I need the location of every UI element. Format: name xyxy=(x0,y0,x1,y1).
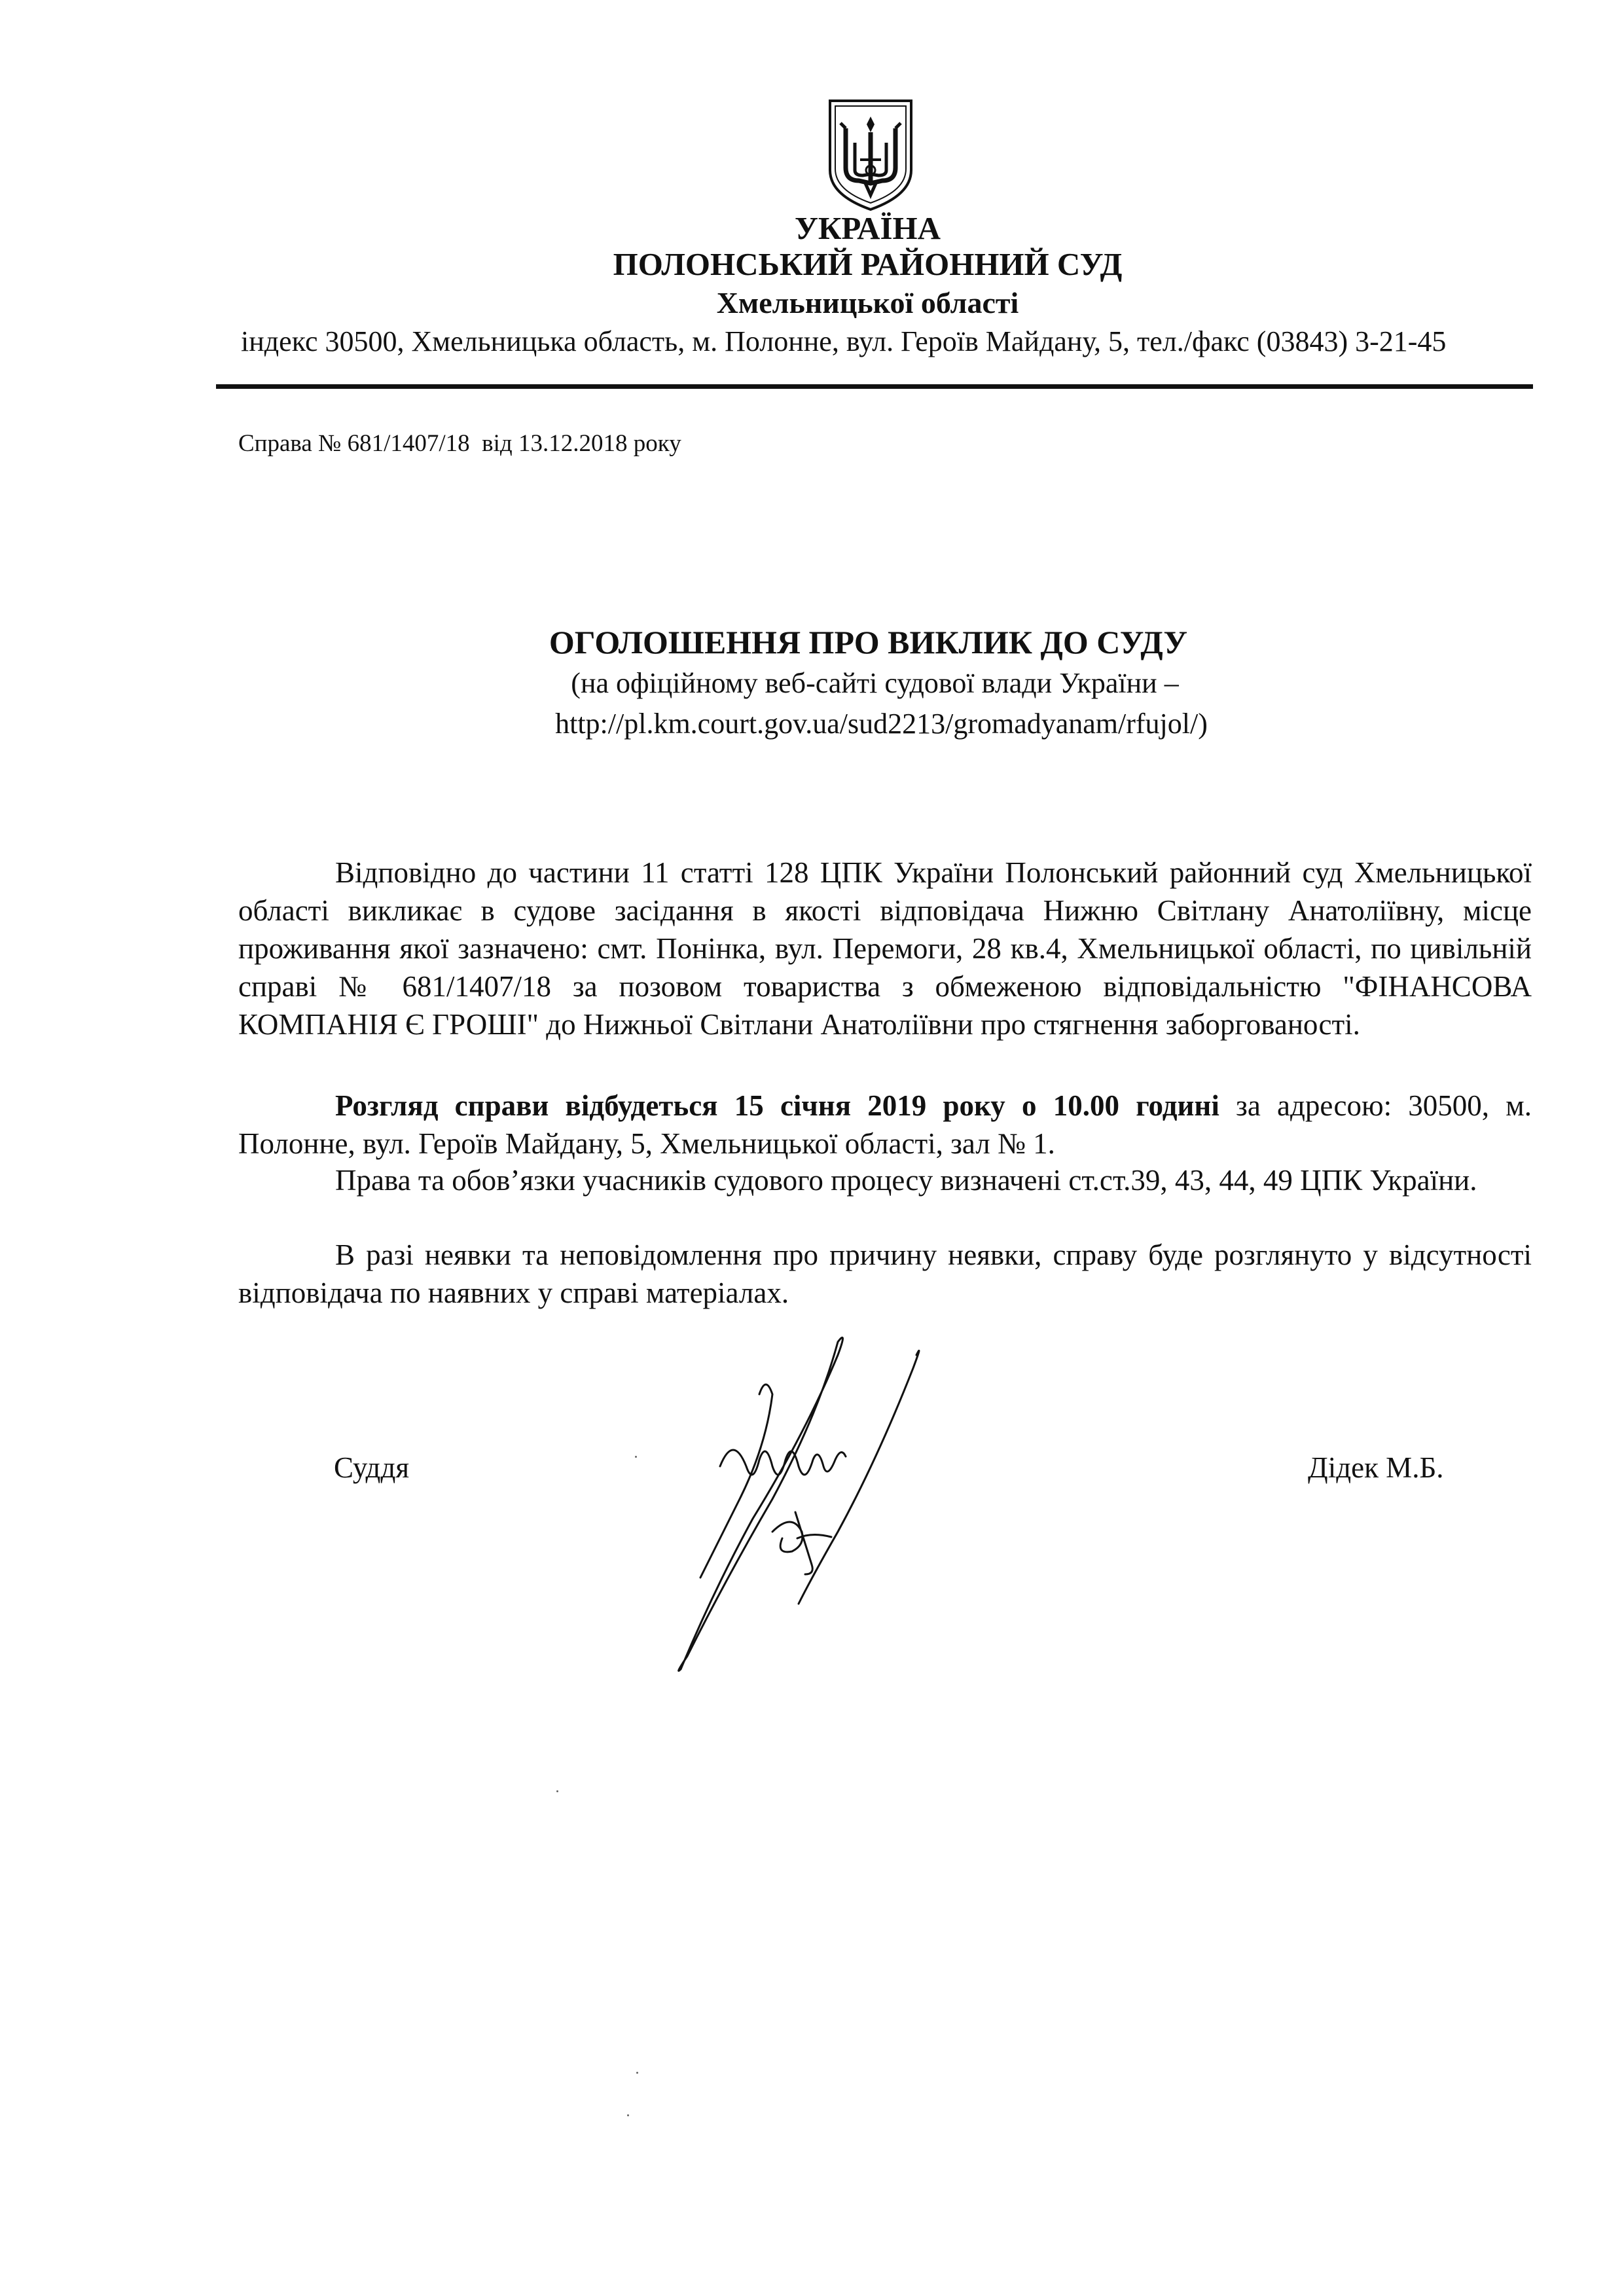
trident-coat-of-arms-icon xyxy=(826,97,915,212)
judge-label: Суддя xyxy=(334,1451,410,1484)
body-paragraph-absence xyxy=(238,1236,1532,1312)
paragraph-text: В разі неявки та неповідомлення про причину неявки, справу буде розглянуто у відсутності відповідача по наявних у справі матеріалах. xyxy=(238,1238,1532,1309)
case-label: Справа № xyxy=(238,430,342,457)
paragraph-text: Відповідно до частини 11 статті 128 ЦПК України Полонський районний суд Хмельницької області викликає в судове засідання в якості відповідача Нижню Світлану Анатоліївну, місце проживання якої зазначено: смт. Понінка, вул. Перемоги, 28 кв.4, Хмельницької області, по цивільній справі № 681/1407/18 за позовом товариства з обмеженою відповідальністю "ФІНАНСОВА КОМПАНІЯ Є ГРОШІ" до Нижньої Світлани Анатоліївни про стягнення заборгованості. xyxy=(238,856,1532,1041)
case-reference xyxy=(238,429,681,458)
region-heading: Хмельницької області xyxy=(716,286,1019,319)
body-paragraph-summons xyxy=(238,854,1532,1043)
case-number: 681/1407/18 xyxy=(347,430,470,457)
judge-name: Дідек М.Б. xyxy=(1308,1451,1444,1484)
hearing-address: за адресою: 30500, м. Полонне, вул. Героїв Майдану, 5, Хмельницької області, зал № 1. xyxy=(238,1089,1532,1160)
body-paragraph-hearing xyxy=(238,1087,1532,1163)
notice-title: ОГОЛОШЕННЯ ПРО ВИКЛИК ДО СУДУ xyxy=(549,624,1188,660)
hearing-date-bold: Розгляд справи відбудеться 15 січня 2019 року о 10.00 годині xyxy=(335,1089,1219,1122)
body-paragraph-rights xyxy=(238,1161,1532,1199)
scan-speck xyxy=(635,1456,637,1458)
scan-speck xyxy=(627,2114,629,2116)
court-heading: ПОЛОНСЬКИЙ РАЙОННИЙ СУД xyxy=(613,246,1123,282)
paragraph-text xyxy=(238,1087,1532,1163)
country-heading: УКРАЇНА xyxy=(794,210,941,246)
case-date: від 13.12.2018 року xyxy=(482,430,681,457)
scan-speck xyxy=(556,1790,558,1792)
notice-subtitle-url: http://pl.km.court.gov.ua/sud2213/gromadyanam/rfujol/) xyxy=(555,708,1208,740)
header-divider xyxy=(216,384,1533,389)
handwritten-signature-icon xyxy=(641,1316,929,1682)
notice-subtitle-line1: (на офіційному веб-сайті судової влади України – xyxy=(571,667,1179,699)
scan-speck xyxy=(636,2072,638,2074)
paragraph-text: Права та обов’язки учасників судового процесу визначені ст.ст.39, 43, 44, 49 ЦПК України. xyxy=(335,1164,1477,1197)
court-address: індекс 30500, Хмельницька область, м. Полонне, вул. Героїв Майдану, 5, тел./факс (03843) 3-21-45 xyxy=(241,325,1447,357)
